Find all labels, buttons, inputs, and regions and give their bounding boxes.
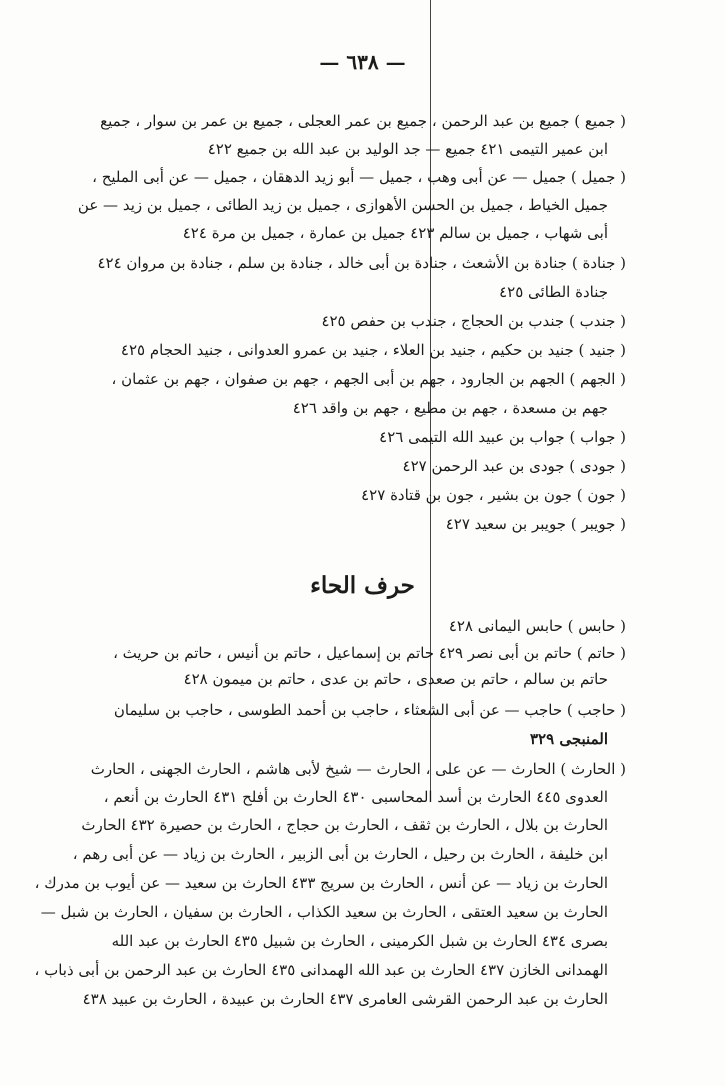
index-entry-junaid: ( جنيد ) جنيد بن حكيم ، جنيد بن العلاء ، جنيد بن عمرو العدوانى ، جنيد الحجام ٤٢٥ (120, 341, 626, 359)
index-entry-jundub: ( جندب ) جندب بن الحجاج ، جندب بن حفص ٤٢٥ (321, 312, 626, 330)
index-entry-continuation: الحارث بن عبد الرحمن القرشى العامرى ٤٣٧ الحارث بن عبيدة ، الحارث بن عبيد ٤٣٨ (82, 990, 608, 1008)
index-entry-habis: ( حابس ) حابس اليمانى ٤٢٨ (448, 617, 626, 635)
index-entry-continuation: الحارث بن بلال ، الحارث بن ثقف ، الحارث بن حجاج ، الحارث بن حصيرة ٤٣٢ الحارث (81, 816, 608, 834)
index-entry-jahm: ( الجهم ) الجهم بن الجارود ، جهم بن أبى الجهم ، جهم بن صفوان ، جهم بن عثمان ، (111, 370, 626, 388)
index-entry-continuation: العدوى ٤٤٥ الحارث بن أسد المحاسبى ٤٣٠ الحارث بن أفلح ٤٣١ الحارث بن أنعم ، (103, 788, 608, 806)
index-entry-joodi: ( جودى ) جودى بن عبد الرحمن ٤٢٧ (402, 457, 626, 475)
index-entry-continuation: الحارث بن سعيد العتقى ، الحارث بن سعيد الكذاب ، الحارث بن سفيان ، الحارث بن شبل — (40, 903, 608, 921)
section-heading: حرف الحاء (310, 572, 415, 599)
index-entry-jameel: ( جميل ) جميل — عن أبى وهب ، جميل — أبو زيد الدهقان ، جميل — عن أبى المليح ، (92, 168, 626, 186)
index-entry-hajib: ( حاجب ) حاجب — عن أبى الشعثاء ، حاجب بن أحمد الطوسى ، حاجب بن سليمان (113, 701, 626, 719)
index-entry-continuation: جميل الخياط ، جميل بن الحسن الأهوازى ، جميل بن زيد الطائى ، جميل بن زيد — عن (77, 196, 608, 214)
index-entry-continuation: الهمدانى الخازن ٤٣٧ الحارث بن عبد الله الهمدانى ٤٣٥ الحارث بن عبد الرحمن بن أبى ذباب ، (34, 961, 608, 979)
index-entry-joon: ( جون ) جون بن بشير ، جون بن قتادة ٤٢٧ (361, 486, 626, 504)
index-entry-junada: ( جنادة ) جنادة بن الأشعث ، جنادة بن أبى خالد ، جنادة بن سلم ، جنادة بن مروان ٤٢٤ (97, 254, 626, 272)
index-entry-continuation: ابن عمير التيمى ٤٢١ جميع — جد الوليد بن عبد الله بن جميع ٤٢٢ (207, 140, 608, 158)
index-entry-continuation: بصرى ٤٣٤ الحارث بن شبل الكرمينى ، الحارث بن شبيل ٤٣٥ الحارث بن عبد الله (111, 932, 608, 950)
index-entry-jawwab: ( جواب ) جواب بن عبيد الله التيمى ٤٢٦ (379, 428, 626, 446)
index-entry-juwaibir: ( جويبر ) جويبر بن سعيد ٤٢٧ (445, 515, 626, 533)
page-number: — ٦٣٨ — (319, 50, 406, 74)
index-entry-continuation: جنادة الطائى ٤٢٥ (499, 283, 608, 301)
index-entry-continuation: الحارث بن زياد — عن أنس ، الحارث بن سريج ٤٣٣ الحارث بن سعيد — عن أيوب بن مدرك ، (34, 874, 608, 892)
index-entry-continuation: المنبجى ٣٢٩ (529, 730, 608, 748)
index-entry-hatim: ( حاتم ) حاتم بن أبى نصر ٤٢٩ حاتم بن إسماعيل ، حاتم بن أنيس ، حاتم بن حريث ، (113, 644, 626, 662)
index-entry-continuation: ابن خليفة ، الحارث بن رحيل ، الحارث بن أبى الزبير ، الحارث بن زياد — عن أبى رهم ، (72, 845, 608, 863)
index-entry-continuation: أبى شهاب ، جميل بن سالم ٤٢٣ جميل بن عمارة ، جميل بن مرة ٤٢٤ (182, 224, 608, 242)
index-entry-continuation: حاتم بن سالم ، حاتم بن صعدى ، حاتم بن عدى ، حاتم بن ميمون ٤٢٨ (183, 670, 608, 688)
index-entry-jamee: ( جميع ) جميع بن عبد الرحمن ، جميع بن عمر العجلى ، جميع بن عمر بن سوار ، جميع (100, 112, 626, 130)
index-entry-harith: ( الحارث ) الحارث — عن على ، الحارث — شيخ لأبى هاشم ، الحارث الجهنى ، الحارث (90, 760, 626, 778)
index-entry-continuation: جهم بن مسعدة ، جهم بن مطيع ، جهم بن واقد ٤٢٦ (292, 399, 608, 417)
